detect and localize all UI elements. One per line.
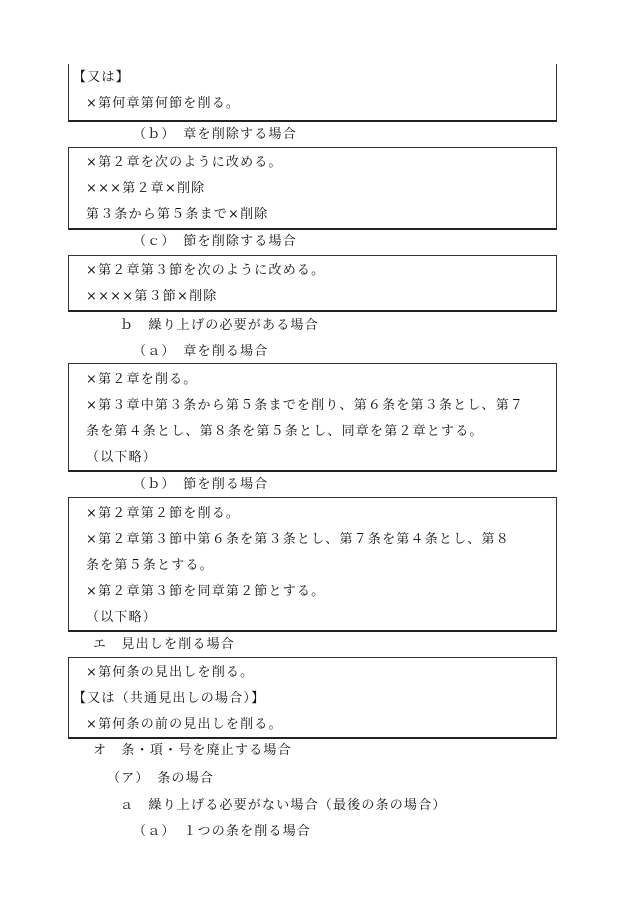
box-line: 第３条から第５条まで×削除 — [86, 207, 269, 222]
box-line: 条を第５条とする。 — [86, 558, 214, 573]
box-line: ×第２章第３節中第６条を第３条とし、第７条を第４条とし、第８ — [86, 532, 510, 547]
heading-abolish-article: オ 条・項・号を廃止する場合 — [93, 743, 292, 758]
box-line: 【又は（共通見出しの場合）】 — [73, 691, 266, 706]
box-line: ×第２章第２節を削る。 — [86, 506, 241, 521]
box-line: ×××第２章×削除 — [86, 181, 206, 196]
box-line: ×第２章第３節を同章第２節とする。 — [86, 584, 326, 599]
heading-section-remove: （ｂ） 節を削る場合 — [133, 477, 269, 492]
amendment-box-section-delete — [68, 255, 557, 312]
heading-one-article-remove: （ａ） １つの条を削る場合 — [133, 824, 312, 839]
amendment-box-section-delete-alt — [68, 64, 557, 122]
box-line: ×第何章第何節を削る。 — [86, 96, 241, 111]
heading-chapter-delete: （ｂ） 章を削除する場合 — [133, 127, 297, 142]
box-line: ×第３章中第３条から第５条までを削り、第６条を第３条とし、第７ — [86, 398, 525, 413]
amendment-box-chapter-delete — [68, 147, 557, 230]
heading-article-case: （ア） 条の場合 — [107, 771, 215, 786]
heading-renumber-needed: ｂ 繰り上げの必要がある場合 — [120, 318, 319, 333]
amendment-box-midashi-delete — [68, 657, 557, 739]
heading-midashi-delete: エ 見出しを削る場合 — [93, 637, 236, 652]
heading-chapter-remove: （ａ） 章を削る場合 — [133, 344, 269, 359]
heading-section-delete: （ｃ） 節を削除する場合 — [133, 234, 297, 249]
box-line: ××××第３節×削除 — [86, 289, 218, 304]
box-line: ×第何条の前の見出しを削る。 — [86, 717, 283, 732]
heading-no-renumber: ａ 繰り上げる必要がない場合（最後の条の場合） — [120, 798, 447, 813]
box-line: （以下略） — [86, 450, 158, 465]
box-line: （以下略） — [86, 610, 158, 625]
box-line: ×第何条の見出しを削る。 — [86, 665, 255, 680]
amendment-box-chapter-remove — [68, 363, 557, 472]
box-line: ×第２章を削る。 — [86, 372, 198, 387]
amendment-box-section-remove — [68, 497, 557, 632]
box-line: 【又は】 — [73, 70, 130, 85]
box-line: 条を第４条とし、第８条を第５条とし、同章を第２章とする。 — [86, 424, 484, 439]
box-line: ×第２章を次のように改める。 — [86, 155, 283, 170]
box-line: ×第２章第３節を次のように改める。 — [86, 263, 326, 278]
